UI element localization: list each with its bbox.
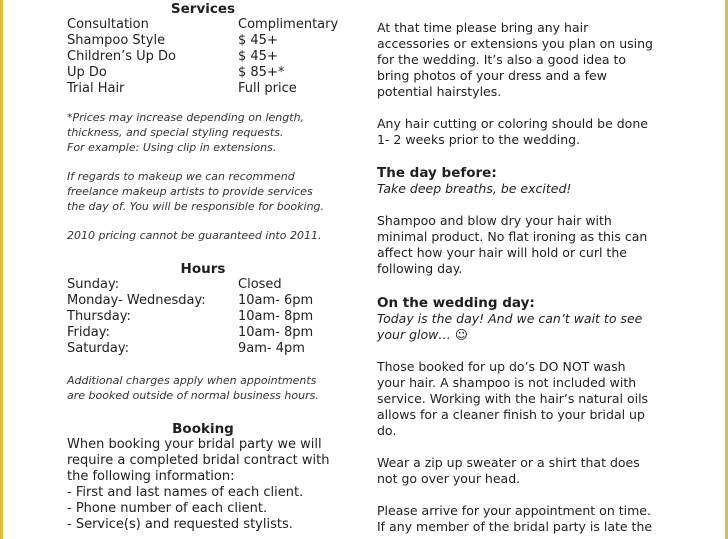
hours-time: 9am- 4pm <box>238 341 305 356</box>
booking-line: - Service(s) and requested stylists. <box>67 517 293 532</box>
wedding-day-tagline: your glow… ☺ <box>377 327 468 342</box>
day-before-line: following day. <box>377 261 463 276</box>
hours-day: Monday- Wednesday: <box>67 293 206 308</box>
wedding-day-line: do. <box>377 423 397 438</box>
pricing-note-line: *Prices may increase depending on length, <box>67 111 305 124</box>
day-before-tagline: Take deep breaths, be excited! <box>377 181 572 196</box>
booking-line: the following information: <box>67 469 235 484</box>
makeup-note-line: the day of. You will be responsible for booking. <box>67 200 325 213</box>
service-name: Trial Hair <box>67 81 125 96</box>
hours-day: Friday: <box>67 325 110 340</box>
intro-line: bring photos of your dress and a few <box>377 68 607 83</box>
wedding-day-line: Those booked for up do’s DO NOT wash <box>377 359 626 374</box>
wedding-day-line: service. Working with the hair’s natural oils <box>377 391 649 406</box>
hours-day: Sunday: <box>67 277 120 292</box>
wedding-day-line: If any member of the bridal party is late the <box>377 519 653 534</box>
day-before-line: Shampoo and blow dry your hair with <box>377 213 612 228</box>
wedding-day-tagline: Today is the day! And we can’t wait to see <box>377 311 643 326</box>
service-price: $ 85+* <box>238 65 285 80</box>
wedding-day-heading: On the wedding day: <box>377 295 535 311</box>
wedding-day-line: not go over your head. <box>377 471 521 486</box>
day-before-heading: The day before: <box>377 165 497 181</box>
intro-line: potential hairstyles. <box>377 84 502 99</box>
hours-day: Thursday: <box>67 309 131 324</box>
pricing-year-note: 2010 pricing cannot be guaranteed into 2011. <box>67 229 322 242</box>
booking-line: When booking your bridal party we will <box>67 437 322 452</box>
booking-line: require a completed bridal contract with <box>67 453 330 468</box>
service-price: Complimentary <box>238 17 339 32</box>
wedding-day-line: Wear a zip up sweater or a shirt that does <box>377 455 640 470</box>
service-price: $ 45+ <box>238 49 278 64</box>
intro-line: accessories or extensions you plan on using <box>377 36 653 51</box>
services-heading: Services <box>170 1 236 17</box>
hours-time: Closed <box>238 277 282 292</box>
hours-heading: Hours <box>180 261 226 277</box>
service-name: Up Do <box>67 65 107 80</box>
page-border-left <box>0 0 3 539</box>
booking-line: - Phone number of each client. <box>67 501 268 516</box>
hours-time: 10am- 8pm <box>238 325 314 340</box>
hours-day: Saturday: <box>67 341 130 356</box>
wedding-day-line: allows for a cleaner finish to your bridal up <box>377 407 645 422</box>
hours-note-line: Additional charges apply when appointments <box>67 374 317 387</box>
cut-line: 1- 2 weeks prior to the wedding. <box>377 132 581 147</box>
service-name: Consultation <box>67 17 149 32</box>
cut-line: Any hair cutting or coloring should be done <box>377 116 648 131</box>
hours-note-line: are booked outside of normal business hours. <box>67 389 319 402</box>
hours-time: 10am- 6pm <box>238 293 314 308</box>
service-name: Children’s Up Do <box>67 49 176 64</box>
wedding-day-line: your hair. A shampoo is not included with <box>377 375 637 390</box>
service-name: Shampoo Style <box>67 33 166 48</box>
service-price: $ 45+ <box>238 33 278 48</box>
makeup-note-line: If regards to makeup we can recommend <box>67 170 295 183</box>
intro-line: for the wedding. It’s also a good idea to <box>377 52 627 67</box>
day-before-line: affect how your hair will hold or curl the <box>377 245 627 260</box>
booking-line: - First and last names of each client. <box>67 485 304 500</box>
hours-time: 10am- 8pm <box>238 309 314 324</box>
service-price: Full price <box>238 81 297 96</box>
pricing-note-line: For example: Using clip in extensions. <box>67 141 277 154</box>
booking-heading: Booking <box>172 421 234 437</box>
pricing-note-line: thickness, and special styling requests. <box>67 126 284 139</box>
day-before-line: minimal product. No flat ironing as this can <box>377 229 648 244</box>
intro-line: At that time please bring any hair <box>377 20 589 35</box>
makeup-note-line: freelance makeup artists to provide services <box>67 185 313 198</box>
wedding-day-line: Please arrive for your appointment on time. <box>377 503 651 518</box>
